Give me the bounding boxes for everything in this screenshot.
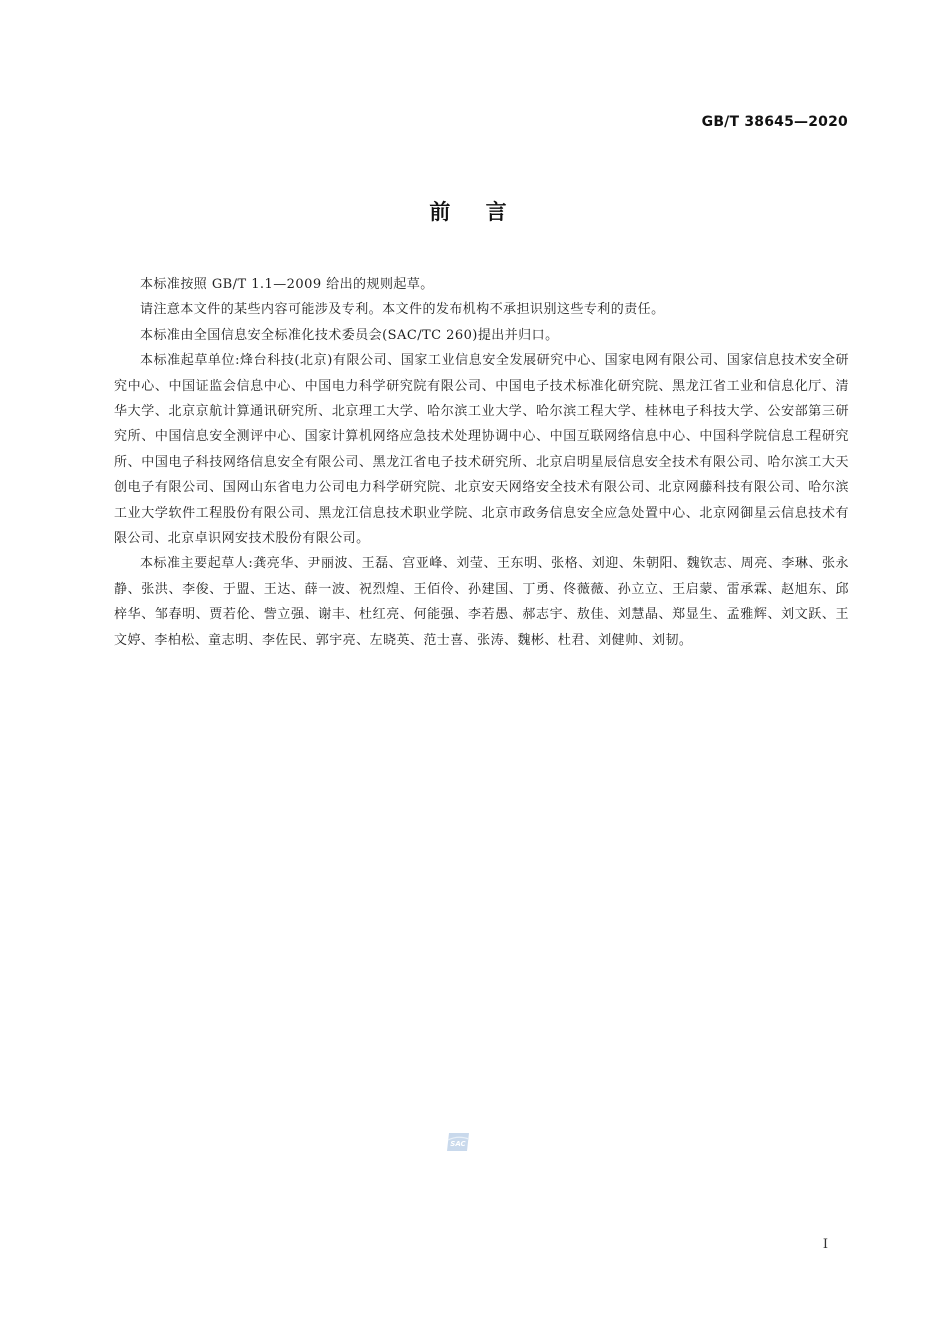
paragraph-drafters: 本标准主要起草人:龚亮华、尹丽波、王磊、宫亚峰、刘莹、王东明、张格、刘迎、朱朝阳、魏钦志、周亮、李琳、张永静、张洪、李俊、于盟、王达、薛一波、祝烈煌、王佰伶、孙建国、丁勇、佟薇薇、孙立立、王启蒙、雷承霖、赵旭东、邱梓华、邹春明、贾若伦、訾立强、谢丰、杜红亮、何能强、李若愚、郝志宇、敖佳、刘慧晶、郑显生、孟雅辉、刘文跃、王文婷、李柏松、童志明、李佐民、郭宇亮、左晓英、范士喜、张涛、魏彬、杜君、刘健帅、刘韧。 — [114, 556, 849, 648]
paragraph-drafting-rules: 本标准按照 GB/T 1.1—2009 给出的规则起草。 — [140, 277, 434, 292]
page-number: I — [822, 1237, 828, 1252]
page-title: 前 言 — [429, 200, 521, 224]
sac-logo-icon — [445, 1131, 471, 1153]
standard-number: GB/T 38645—2020 — [701, 114, 848, 130]
paragraph-drafting-units: 本标准起草单位:烽台科技(北京)有限公司、国家工业信息安全发展研究中心、国家电网有限公司、国家信息技术安全研究中心、中国证监会信息中心、中国电力科学研究院有限公司、中国电子技术标准化研究院、黑龙江省工业和信息化厅、清华大学、北京京航计算通讯研究所、北京理工大学、哈尔滨工业大学、哈尔滨工程大学、桂林电子科技大学、公安部第三研究所、中国信息安全测评中心、国家计算机网络应急技术处理协调中心、中国互联网络信息中心、中国科学院信息工程研究所、中国电子科技网络信息安全有限公司、黑龙江省电子技术研究所、北京启明星辰信息安全技术有限公司、哈尔滨工大天创电子有限公司、国网山东省电力公司电力科学研究院、北京安天网络安全技术有限公司、北京网藤科技有限公司、哈尔滨工业大学软件工程股份有限公司、黑龙江信息技术职业学院、北京市政务信息安全应急处置中心、北京网御星云信息技术有限公司、北京卓识网安技术股份有限公司。 — [114, 353, 849, 547]
sac-logo-text: SAC — [450, 1140, 466, 1148]
paragraph-patent-notice: 请注意本文件的某些内容可能涉及专利。本文件的发布机构不承担识别这些专利的责任。 — [140, 302, 665, 318]
paragraph-proposer: 本标准由全国信息安全标准化技术委员会(SAC/TC 260)提出并归口。 — [140, 327, 559, 343]
foreword-body — [114, 272, 849, 653]
